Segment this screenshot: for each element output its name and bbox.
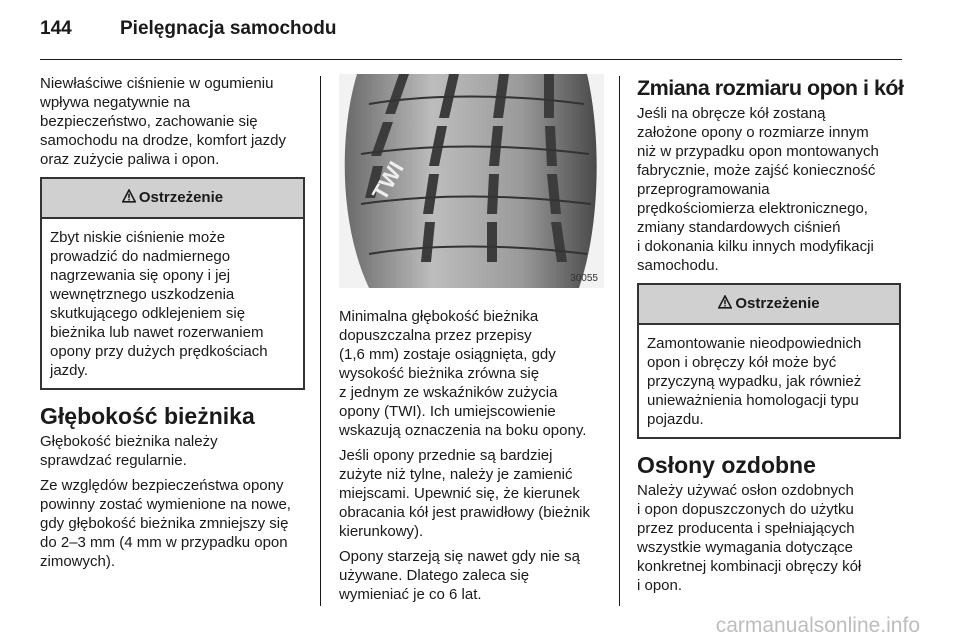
paragraph: Jeśli na obręcze kół zostaną założone opony o rozmiarze innym niż w przypadku opon montowanych fabrycznie, może zajść konieczność przeprogramowania prędkościomierza elektronicznego, zmiany standardowych ciśnień i dokonania kilku innych modyfikacji samochodu.	[637, 105, 879, 274]
warning-body	[639, 325, 899, 437]
twi-marking-label: TWI	[367, 157, 409, 205]
figure-code: 30055	[570, 273, 598, 284]
paragraph: Głębokość bieżnika należy sprawdzać regularnie.	[40, 433, 218, 469]
warning-header	[42, 179, 303, 219]
paragraph: Ze względów bezpieczeństwa opony powinny zostać wymienione na nowe, gdy głębokość bieżnika zmniejszy się do 2–3 mm (4 mm w przypadku opon zimowych).	[40, 477, 291, 570]
tire-tread-figure	[339, 74, 604, 288]
warning-triangle-icon	[122, 180, 136, 218]
warning-header	[639, 285, 899, 325]
section-title-wheel-covers: Osłony ozdobne	[637, 452, 816, 478]
watermark: carmanualsonline.info	[715, 614, 920, 637]
column-divider-2	[619, 76, 620, 606]
intro-paragraph: Niewłaściwe ciśnienie w ogumieniu wpływa negatywnie na bezpieczeństwo, zachowanie się samochodu na drodze, komfort jazdy oraz zużycie paliwa i opon.	[40, 75, 286, 168]
page-number: 144	[40, 18, 72, 39]
column-3	[637, 74, 904, 601]
paragraph: Minimalna głębokość bieżnika dopuszczalna przez przepisy (1,6 mm) zostaje osiągnięta, gdy wysokość bieżnika zrówna się z jednym ze wskaźników zużycia opony (TWI). Ich umiejscowienie wskazują oznaczenia na boku opony.	[339, 308, 587, 439]
warning-body	[42, 219, 303, 388]
column-divider-1	[320, 76, 321, 606]
warning-text: Zbyt niskie ciśnienie może prowadzić do nadmiernego nagrzewania się opony i jej wewnętrznego uszkodzenia skutkującego odklejeniem się bieżnika lub nawet rozerwaniem opony przy dużych prędkościach jazdy.	[50, 229, 268, 379]
column-2	[339, 74, 604, 610]
warning-heading: Ostrzeżenie	[138, 189, 224, 206]
column-1	[40, 74, 305, 577]
page-title: Pielęgnacja samochodu	[120, 18, 337, 39]
warning-triangle-icon	[718, 286, 732, 324]
warning-text: Zamontowanie nieodpowiednich opon i obręczy kół może być przyczyną wypadku, jak również unieważnienia homologacji typu pojazdu.	[647, 335, 862, 428]
paragraph: Należy używać osłon ozdobnych i opon dopuszczonych do użytku przez producenta i spełniających wszystkie wymagania dotyczące konkretnej kombinacji obręczy kół i opon.	[637, 482, 862, 594]
paragraph: Jeśli opony przednie są bardziej zużyte niż tylne, należy je zamienić miejscami. Upewnić się, że kierunek obracania kół jest prawidłowy (bieżnik kierunkowy).	[339, 447, 590, 540]
header-rule	[40, 59, 902, 60]
paragraph: Opony starzeją się nawet gdy nie są używane. Dlatego zaleca się wymieniać je co 6 lat.	[339, 548, 580, 603]
warning-box-mounting	[637, 283, 901, 439]
tread-text-block	[339, 307, 604, 604]
section-title-tread-depth: Głębokość bieżnika	[40, 403, 255, 429]
warning-box-pressure	[40, 177, 305, 390]
section-title-size-change: Zmiana rozmiaru opon i kół	[637, 76, 904, 100]
warning-heading: Ostrzeżenie	[735, 295, 820, 312]
